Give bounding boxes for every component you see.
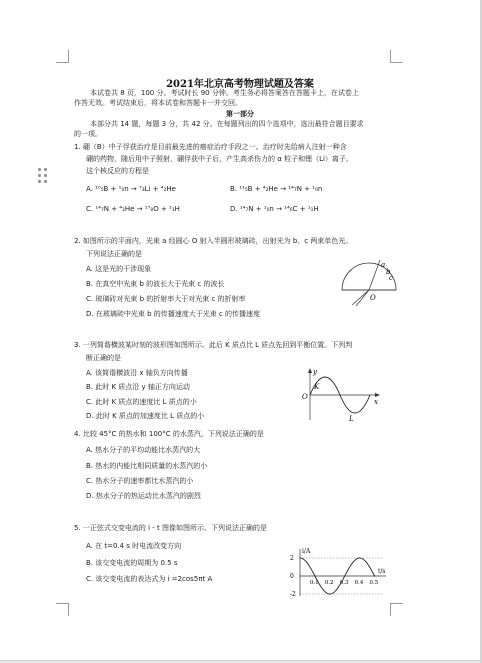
question-2-option-c: C. 玻璃砖对光束 b 的折射率大于对光束 c 的折射率 [86,295,246,303]
question-1-stem: 1. 硼（B）中子俘获治疗是目前最先进的癌症治疗手段之一。治疗时先给病人注射一种含 [74,143,347,151]
intro-line: 作答无效。考试结束后，将本试卷和答题卡一并交回。 [74,99,242,107]
question-2-option-a: A. 这是光的干涉现象 [86,265,152,273]
drag-handle-icon[interactable] [38,168,48,184]
wave-y-arrow [308,368,312,373]
question-4-option-a: A. 热水分子的平均动能比水蒸汽的大 [86,446,201,454]
question-1-option-d: D. ¹⁴₇N + ¹₀n → ¹⁴₆C + ¹₁H [230,205,319,213]
wave-x-arrow [375,393,380,397]
question-2-stem: 2. 如图所示的平面内，光束 a 经圆心 O 射入半圆形玻璃砖，出射光为 b、c 两束单色光。 [74,237,353,245]
label-b: b [386,268,391,276]
chart-y-tick-label: -2 [290,591,296,597]
wave-y-label: y [313,368,317,376]
light-beam-c [352,290,369,305]
crop-mark-bottom-left [56,603,69,616]
question-5-option-a: A. 在 t=0.4 s 时电流改变方向 [86,542,182,550]
question-1-stem: 这个核反应的方程是 [86,167,149,175]
question-4-option-d: D. 热水分子的热运动比水蒸汽的剧烈 [86,492,201,500]
question-3-stem: 3. 一列简谐横波某时刻的波形图如图所示。此后 K 质点比 L 质点先回到平衡位置。下列判 [74,341,353,349]
question-1-option-b: B. ¹¹₅B + ⁴₂He → ¹⁴₇N + ¹₀n [230,185,323,193]
wave-l-label: L [349,415,354,423]
question-5-option-c: C. 该交变电流的表达式为 i =2cos5πt A [86,575,213,583]
chart-x-tick-label: 0.2 [324,580,334,586]
question-3-option-c: C. 此时 K 质点的速度比 L 质点的小 [86,398,197,406]
chart-x-tick-label: 0.5 [369,580,379,586]
label-c: c [389,274,393,282]
question-4-stem: 4. 比较 45°C 的热水和 100°C 的水蒸汽，下列说法正确的是 [74,430,264,438]
chart-y-tick-label: 0 [290,573,294,580]
question-4-option-c: C. 热水分子的速率都比水蒸汽的小 [86,477,194,485]
wave-x-label: x [374,398,378,406]
document-title: 2021年北京高考物理试题及答案 [166,79,314,90]
question-5-option-b: B. 该交变电流的周期为 0.5 s [86,559,178,567]
question-3-option-d: D. 此时 K 质点的加速度比 L 质点的小 [86,412,205,420]
wave-k-label: K [314,383,320,391]
question-3-stem: 断正确的是 [86,354,121,362]
section-heading: 第一部分 [226,110,254,118]
wave-figure [300,366,382,424]
glass-brick-figure [336,256,402,308]
chart-x-tick-label: 0.4 [354,580,364,586]
light-beam-b [356,290,369,306]
intro-line: 本试卷共 8 页，100 分。考试时长 90 分钟。考生务必将答案答在答题卡上，在试卷上 [90,89,359,97]
question-4-option-b: B. 热水的内能比相同质量的水蒸汽的小 [86,462,208,470]
crop-mark-bottom-right [390,603,403,616]
question-3-option-b: B. 此时 K 质点沿 y 轴正方向运动 [86,383,190,391]
question-5-stem: 5. 一正弦式交变电流的 i - t 图像如图所示。下列说法正确的是 [74,524,268,532]
question-1-option-c: C. ¹⁴₇N + ⁴₂He → ¹⁷₈O + ¹₁H [86,205,180,213]
label-o: O [370,294,376,302]
wave-origin-label: O [302,393,308,401]
question-1-option-a: A. ¹⁰₅B + ¹₀n → ⁷₃Li + ⁴₂He [86,185,176,193]
section-instructions: 的一项。 [74,130,102,138]
crop-mark-top-right [390,50,403,63]
question-3-option-a: A. 该简谐横波沿 x 轴负方向传播 [86,369,188,377]
section-instructions: 本部分共 14 题，每题 3 分，共 42 分。在每题列出的四个选项中，选出最符合题目要求 [90,120,364,128]
question-2-stem: 下列说法正确的是 [86,250,142,258]
question-2-option-d: D. 在玻璃砖中光束 b 的传播速度大于光束 c 的传播速度 [86,310,261,318]
chart-y-tick-label: 2 [290,555,294,562]
current-chart [280,545,390,597]
label-a: a [381,261,386,269]
chart-y-label: i/A [302,548,311,555]
chart-x-tick-label: 0.1 [309,580,319,586]
chart-x-tick-label: 0.3 [339,580,349,586]
question-1-stem: 硼的药物，随后用中子照射，硼俘获中子后，产生高杀伤力的 α 粒子和锂（Li）离子。 [86,155,353,163]
question-2-option-b: B. 在真空中光束 b 的波长大于光束 c 的波长 [86,280,225,288]
crop-mark-top-left [56,50,69,63]
chart-x-label: t/s [378,568,386,575]
light-beam-a [369,260,380,290]
